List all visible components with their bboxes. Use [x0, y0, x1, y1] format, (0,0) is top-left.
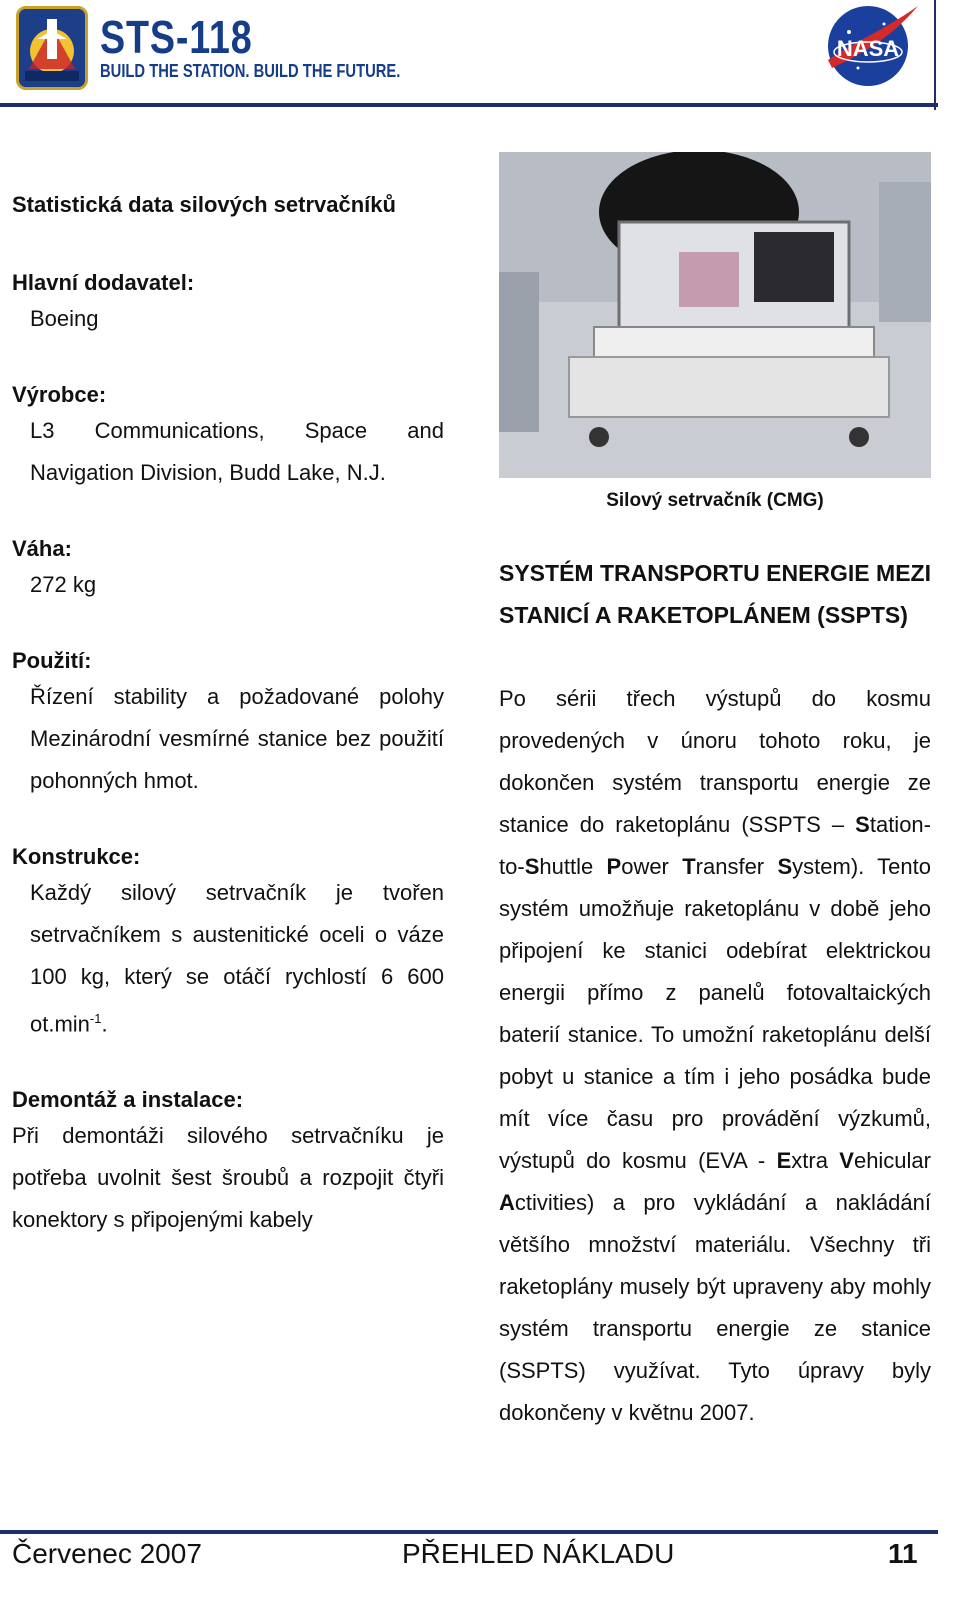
sspts-paragraph	[499, 678, 931, 1434]
page-header	[0, 0, 960, 110]
sspts-acronym-s3: S	[777, 854, 793, 879]
sspts-acronym-s1: S	[855, 812, 870, 837]
sspts-text-7: xtra	[791, 1148, 840, 1173]
sspts-text-9: ctivities) a pro vykládání a nakládání většího množství materiálu. Všechny tři raketoplány musely být upraveny aby mohly systém transportu energie ze stanice (SSPTS) využívat. Tyto úpravy byly dokončeny v květnu 2007.	[499, 1190, 931, 1425]
sspts-text-4: ower	[621, 854, 683, 879]
mission-tagline: BUILD THE STATION. BUILD THE FUTURE.	[100, 61, 401, 81]
sspts-heading: SYSTÉM TRANSPORTU ENERGIE MEZI STANICÍ A RAKETOPLÁNEM (SSPTS)	[499, 560, 931, 628]
weight-value: 272 kg	[30, 572, 97, 597]
eva-acronym-e: E	[776, 1148, 792, 1173]
sspts-text-6: ystem). Tento systém umožňuje raketoplánu v době jeho připojení ke stanici odebírat elektrickou energii přímo z panelů fotovaltaických baterií stanice. To umožní raketoplánu delší pobyt u stanice a tím i jeho posádka bude mít více času pro provádění výzkumů, výstupů do kosmu (EVA -	[499, 854, 931, 1173]
sspts-acronym-t: T	[682, 854, 696, 879]
sspts-text-5: ransfer	[695, 854, 778, 879]
contractor-label: Hlavní dodavatel:	[12, 270, 195, 295]
sspts-column	[499, 552, 931, 1434]
cmg-photo	[499, 152, 931, 478]
stats-use	[12, 646, 444, 802]
sspts-text-8: ehicular	[853, 1148, 931, 1173]
mission-title: STS-118	[100, 11, 253, 63]
sspts-acronym-s2: S	[524, 854, 540, 879]
stats-installation	[12, 1085, 444, 1241]
sspts-text-1: Po sérii třech výstupů do kosmu provedených v únoru tohoto roku, je dokončen systém transportu energie ze stanice do raketoplánu (SSPTS –	[499, 686, 931, 837]
eva-acronym-a: A	[499, 1190, 515, 1215]
contractor-value: Boeing	[30, 306, 99, 331]
stats-construction	[12, 842, 444, 1045]
stats-title: Statistická data silových setrvačníků	[12, 192, 396, 217]
sspts-text-3: huttle	[539, 854, 607, 879]
photo-caption: Silový setrvačník (CMG)	[606, 490, 824, 511]
stats-contractor	[12, 268, 444, 340]
nasa-logo-text: NASA	[836, 36, 900, 61]
stats-manufacturer	[12, 380, 444, 494]
manufacturer-label: Výrobce:	[12, 382, 107, 407]
sspts-acronym-p: P	[606, 854, 622, 879]
page-number: 11	[888, 1538, 918, 1569]
use-label: Použití:	[12, 648, 92, 673]
construction-text: Každý silový setrvačník je tvořen setrvačníkem s austenitické oceli o váze 100 kg, který se otáčí rychlostí 6 600 ot.min	[30, 880, 444, 1037]
eva-acronym-v: V	[839, 1148, 854, 1173]
manufacturer-value: L3 Communications, Space and Navigation Division, Budd Lake, N.J.	[30, 418, 444, 485]
installation-label: Demontáž a instalace:	[12, 1087, 244, 1113]
sspts-text-2: tation-to-	[499, 812, 931, 879]
header-divider	[934, 0, 936, 110]
header-rule	[0, 103, 938, 107]
construction-exponent: -1	[89, 1011, 102, 1026]
construction-tail: .	[101, 1011, 108, 1037]
nasa-logo	[824, 2, 920, 88]
footer-rule	[0, 1530, 938, 1534]
mission-patch-icon	[16, 6, 88, 90]
installation-value: Při demontáži silového setrvačníku je potřeba uvolnit šest šroubů a rozpojit čtyři konektory s připojenými kabely	[12, 1123, 444, 1233]
cmg-stats-column	[12, 190, 444, 1281]
weight-label: Váha:	[12, 536, 72, 561]
footer-title: PŘEHLED NÁKLADU	[402, 1538, 675, 1569]
construction-label: Konstrukce:	[12, 844, 141, 869]
use-value: Řízení stability a požadované polohy Mezinárodní vesmírné stanice bez použití pohonných hmot.	[30, 684, 444, 793]
footer-date: Červenec 2007	[12, 1538, 202, 1569]
construction-value	[12, 872, 444, 1045]
stats-weight	[12, 534, 444, 606]
